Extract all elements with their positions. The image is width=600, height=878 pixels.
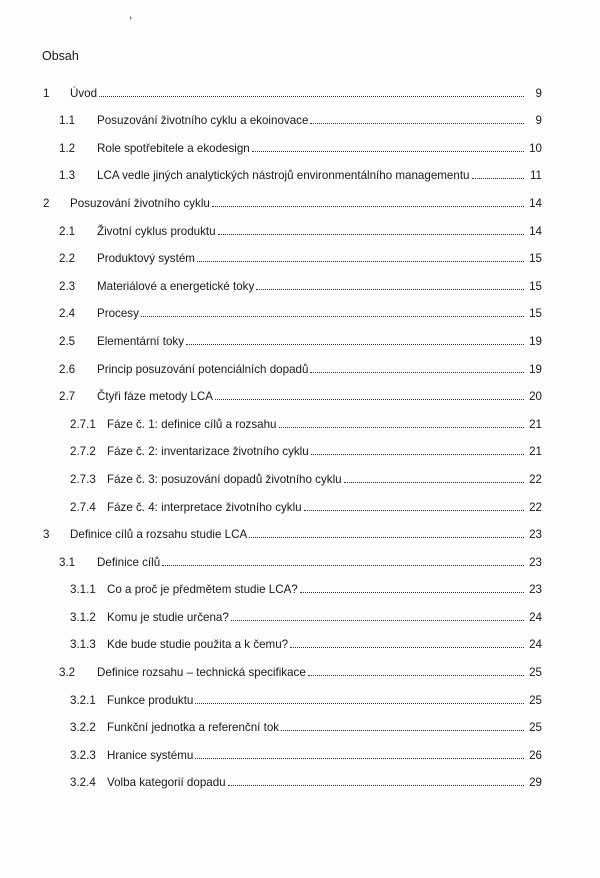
toc-entry-number: 1 (43, 86, 50, 100)
toc-entry-number: 2.7.1 (70, 417, 96, 431)
toc-entry-number: 3.1.3 (70, 638, 96, 652)
toc-entry-title: LCA vedle jiných analytických nástrojů environmentálního managementu (97, 169, 470, 183)
toc-entry[interactable] (0, 625, 600, 653)
dot-leader (141, 316, 524, 317)
dot-leader (195, 758, 524, 759)
toc-entry-title: Životní cyklus produktu (97, 224, 216, 238)
toc-entry-number: 3.2.2 (70, 721, 96, 735)
toc-entry-title: Úvod (70, 86, 98, 100)
toc-entry-number: 3 (43, 528, 50, 542)
toc-entry-title: Posuzování životního cyklu a ekoinovace (97, 114, 309, 128)
toc-entry-page: 15 (529, 279, 542, 293)
toc-entry[interactable] (0, 459, 600, 487)
toc-entry-page: 22 (529, 472, 542, 486)
toc-entry-number: 2.4 (59, 307, 76, 321)
toc-entry-page: 20 (529, 390, 542, 404)
toc-entry-title: Fáze č. 1: definice cílů a rozsahu (107, 417, 277, 431)
dot-leader (281, 730, 524, 731)
toc-entry-number: 2.7.3 (70, 472, 96, 486)
toc-entry-title: Procesy (97, 307, 139, 321)
dot-leader (472, 178, 525, 179)
toc-entry[interactable] (0, 101, 600, 129)
toc-entry-page: 9 (535, 114, 542, 128)
toc-entry-page: 26 (529, 748, 542, 762)
toc-entry-number: 2.3 (59, 279, 76, 293)
dot-leader (212, 206, 524, 207)
toc-heading: Obsah (42, 49, 79, 63)
toc-entry-title: Komu je studie určena? (107, 610, 229, 624)
scan-speck: , (129, 7, 133, 21)
dot-leader (228, 785, 524, 786)
toc-entry[interactable] (0, 377, 600, 405)
toc-entry-page: 21 (529, 445, 542, 459)
dot-leader (186, 344, 524, 345)
toc-entry-title: Materiálové a energetické toky (97, 279, 255, 293)
toc-entry[interactable] (0, 652, 600, 680)
toc-entry-number: 2.6 (59, 362, 76, 376)
dot-leader (197, 261, 524, 262)
dot-leader (279, 427, 525, 428)
toc-entry[interactable] (0, 294, 600, 322)
toc-entry[interactable] (0, 349, 600, 377)
dot-leader (162, 565, 524, 566)
dot-leader (256, 289, 524, 290)
toc-entry-title: Hranice systému (107, 748, 194, 762)
toc-entry-number: 2 (43, 196, 50, 210)
toc-entry-page: 25 (529, 666, 542, 680)
dot-leader (99, 96, 524, 97)
toc-entry-title: Produktový systém (97, 252, 195, 266)
toc-entry[interactable] (0, 680, 600, 708)
toc-entry-page: 23 (529, 583, 542, 597)
dot-leader (231, 620, 524, 621)
toc-entry-number: 3.2.3 (70, 748, 96, 762)
toc-entry[interactable] (0, 570, 600, 598)
toc-entry-page: 24 (529, 610, 542, 624)
toc-entry-number: 3.1 (59, 555, 76, 569)
toc-entry-page: 10 (529, 141, 542, 155)
toc-list (0, 73, 600, 790)
toc-entry-title: Funkce produktu (107, 693, 194, 707)
toc-entry-title: Fáze č. 4: interpretace životního cyklu (107, 500, 302, 514)
toc-entry[interactable] (0, 432, 600, 460)
toc-entry-number: 1.3 (59, 169, 76, 183)
toc-entry-page: 15 (529, 307, 542, 321)
toc-entry-title: Definice cílů a rozsahu studie LCA (70, 528, 248, 542)
toc-entry-number: 3.2 (59, 666, 76, 680)
dot-leader (249, 537, 524, 538)
toc-entry-title: Posuzování životního cyklu (70, 196, 210, 210)
toc-entry[interactable] (0, 542, 600, 570)
toc-entry-page: 14 (529, 196, 542, 210)
toc-entry-title: Fáze č. 3: posuzování dopadů životního cyklu (107, 472, 342, 486)
toc-entry-page: 11 (529, 169, 542, 183)
toc-entry[interactable] (0, 73, 600, 101)
toc-entry[interactable] (0, 128, 600, 156)
dot-leader (304, 510, 524, 511)
toc-entry[interactable] (0, 708, 600, 736)
toc-entry[interactable] (0, 763, 600, 791)
toc-entry-page: 23 (529, 528, 542, 542)
toc-entry-page: 24 (529, 638, 542, 652)
toc-entry[interactable] (0, 735, 600, 763)
toc-entry-number: 3.1.1 (70, 583, 96, 597)
dot-leader (290, 647, 524, 648)
dot-leader (308, 675, 524, 676)
toc-entry[interactable] (0, 597, 600, 625)
dot-leader (344, 482, 524, 483)
toc-entry-title: Role spotřebitele a ekodesign (97, 141, 250, 155)
dot-leader (215, 399, 524, 400)
toc-entry-page: 23 (529, 555, 542, 569)
toc-entry-number: 3.2.1 (70, 693, 96, 707)
toc-entry-page: 19 (529, 362, 542, 376)
toc-entry-number: 2.7.4 (70, 500, 96, 514)
toc-entry[interactable] (0, 515, 600, 543)
toc-entry-page: 14 (529, 224, 542, 238)
toc-entry-title: Princip posuzování potenciálních dopadů (97, 362, 309, 376)
toc-entry-title: Čtyři fáze metody LCA (97, 390, 213, 404)
toc-entry-page: 19 (529, 334, 542, 348)
toc-entry-page: 25 (529, 721, 542, 735)
toc-entry-title: Funkční jednotka a referenční tok (107, 721, 280, 735)
toc-entry-title: Co a proč je předmětem studie LCA? (107, 583, 298, 597)
dot-leader (310, 372, 524, 373)
dot-leader (310, 123, 524, 124)
toc-entry[interactable] (0, 321, 600, 349)
toc-entry[interactable] (0, 404, 600, 432)
toc-entry[interactable] (0, 239, 600, 267)
toc-entry-number: 2.7 (59, 390, 76, 404)
dot-leader (218, 234, 524, 235)
toc-entry[interactable] (0, 487, 600, 515)
toc-entry[interactable] (0, 156, 600, 184)
toc-entry-number: 1.2 (59, 141, 76, 155)
toc-entry-title: Kde bude studie použita a k čemu? (107, 638, 289, 652)
toc-entry-page: 21 (529, 417, 542, 431)
toc-entry-number: 2.5 (59, 334, 76, 348)
dot-leader (311, 454, 524, 455)
toc-entry-number: 1.1 (59, 114, 76, 128)
dot-leader (252, 151, 524, 152)
toc-entry-number: 3.2.4 (70, 776, 96, 790)
toc-entry-number: 2.2 (59, 252, 76, 266)
toc-entry-title: Definice cílů (97, 555, 161, 569)
toc-entry-page: 25 (529, 693, 542, 707)
dot-leader (195, 703, 524, 704)
toc-entry-title: Elementární toky (97, 334, 184, 348)
toc-entry-title: Volba kategorií dopadu (107, 776, 226, 790)
toc-entry-page: 29 (529, 776, 542, 790)
toc-entry-number: 2.1 (59, 224, 76, 238)
toc-entry-title: Fáze č. 2: inventarizace životního cyklu (107, 445, 309, 459)
toc-entry-page: 22 (529, 500, 542, 514)
toc-entry[interactable] (0, 211, 600, 239)
toc-entry-page: 9 (535, 86, 542, 100)
toc-entry-number: 2.7.2 (70, 445, 96, 459)
toc-entry-title: Definice rozsahu – technická specifikace (97, 666, 306, 680)
dot-leader (300, 592, 524, 593)
toc-entry[interactable] (0, 266, 600, 294)
toc-entry[interactable] (0, 183, 600, 211)
toc-entry-page: 15 (529, 252, 542, 266)
toc-entry-number: 3.1.2 (70, 610, 96, 624)
